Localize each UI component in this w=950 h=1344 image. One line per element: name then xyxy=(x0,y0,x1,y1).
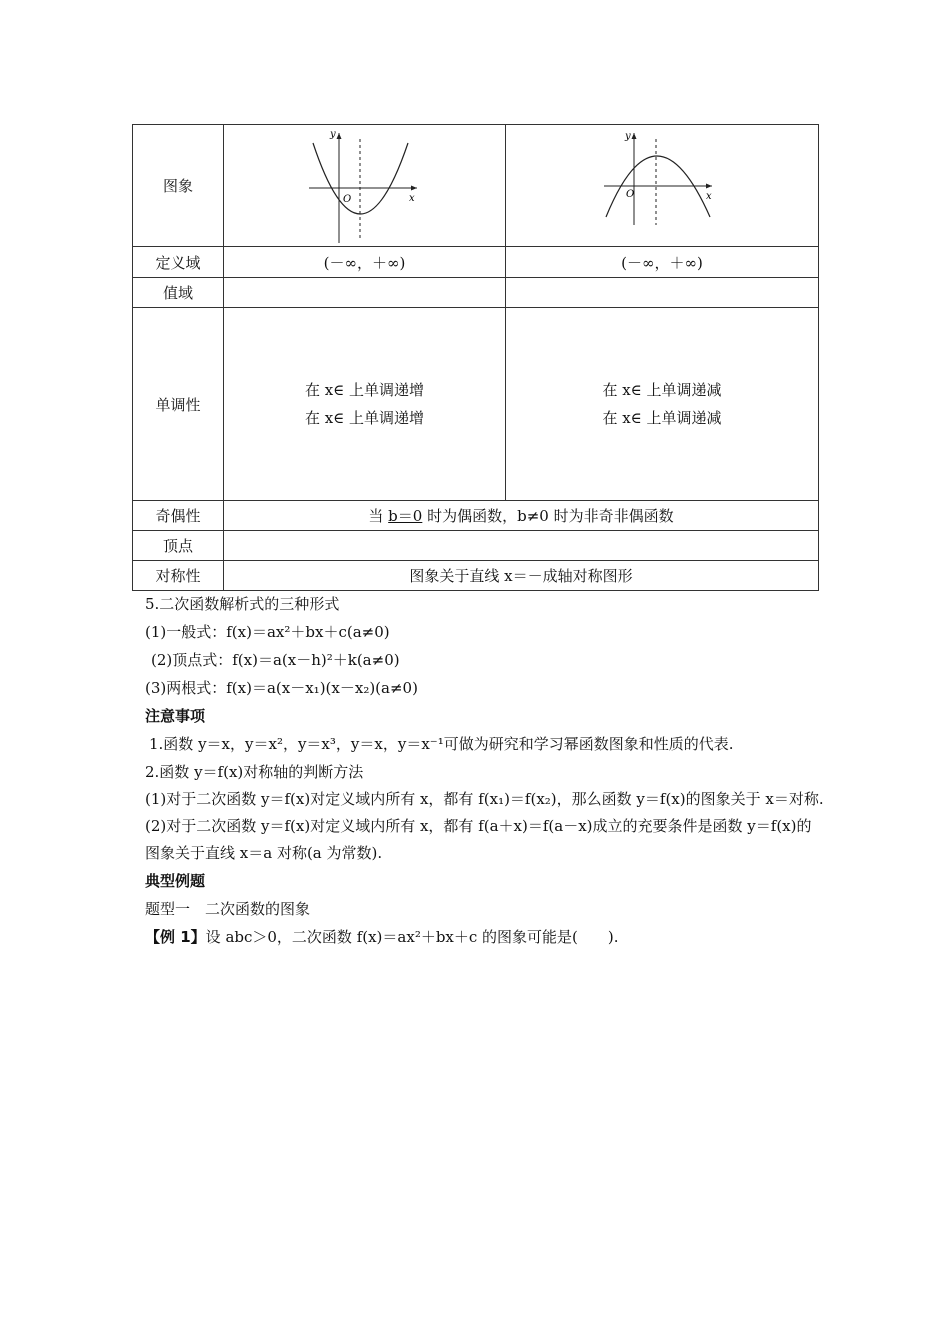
graph-x-label: x xyxy=(408,193,415,204)
row-domain xyxy=(133,247,819,278)
row-graph xyxy=(133,125,819,247)
vertex-value xyxy=(224,531,819,561)
label-parity: 奇偶性 xyxy=(133,501,224,531)
mono-right-1: 在 x∈ 上单调递减 xyxy=(602,381,722,399)
graph-upward xyxy=(224,125,506,247)
note-2a: (1)对于二次函数 y＝f(x)对定义域内所有 x，都有 f(x₁)＝f(x₂)，那么函数 y＝f(x)的图象关于 x＝对称. xyxy=(145,790,824,808)
example-1-tag: 【例 1】 xyxy=(145,928,206,946)
graph-y-label: y xyxy=(329,129,336,140)
example-1 xyxy=(145,923,825,951)
parity-cond: b＝0 xyxy=(388,507,423,525)
mono-left xyxy=(224,308,506,501)
graph2-y-label: y xyxy=(625,131,631,142)
note-2b: (2)对于二次函数 y＝f(x)对定义域内所有 x，都有 f(a＋x)＝f(a－x)成立的充要条件是函数 y＝f(x)的图象关于直线 x＝a 对称(a 为常数). xyxy=(145,817,812,862)
examples-heading: 典型例题 xyxy=(145,872,206,890)
symmetry-text: 图象关于直线 x＝－成轴对称图形 xyxy=(224,561,819,591)
mono-left-2: 在 x∈ 上单调递增 xyxy=(304,409,425,427)
row-symmetry xyxy=(133,561,819,591)
domain-left: (－∞，＋∞) xyxy=(224,247,506,278)
parity-pre: 当 xyxy=(368,507,389,525)
example-1-body: 设 abc＞0，二次函数 f(x)＝ax²＋bx＋c 的图象可能是( ). xyxy=(205,928,619,946)
label-graph: 图象 xyxy=(133,125,224,247)
row-range xyxy=(133,278,819,308)
upward-parabola-graph xyxy=(305,125,425,246)
row-parity xyxy=(133,501,819,531)
form-vertex: (2)顶点式：f(x)＝a(x－h)²＋k(a≠0) xyxy=(151,651,400,669)
row-monotonicity xyxy=(133,308,819,501)
mono-left-1: 在 x∈ 上单调递增 xyxy=(304,381,425,399)
graph-downward xyxy=(506,125,819,247)
form-general: (1)一般式：f(x)＝ax²＋bx＋c(a≠0) xyxy=(145,623,390,641)
document-body xyxy=(145,590,825,951)
type-1-heading: 题型一 二次函数的图象 xyxy=(145,900,311,918)
parity-post: 时为偶函数，b≠0 时为非奇非偶函数 xyxy=(422,507,674,525)
graph2-origin-label: O xyxy=(626,189,635,200)
parity-text xyxy=(224,501,819,531)
range-right xyxy=(506,278,819,308)
label-monotonicity: 单调性 xyxy=(133,308,224,501)
graph-origin-label: O xyxy=(342,194,351,205)
label-domain: 定义域 xyxy=(133,247,224,278)
forms-title: 5.二次函数解析式的三种形式 xyxy=(145,595,340,613)
notes-heading: 注意事项 xyxy=(145,707,206,725)
downward-parabola-graph xyxy=(602,125,722,246)
domain-right: (－∞，＋∞) xyxy=(506,247,819,278)
label-range: 值域 xyxy=(133,278,224,308)
mono-right xyxy=(506,308,819,501)
mono-right-2: 在 x∈ 上单调递减 xyxy=(602,409,722,427)
note-1: 1.函数 y＝x，y＝x²，y＝x³，y＝x，y＝x⁻¹可做为研究和学习幂函数图象和性质的代表. xyxy=(149,735,734,753)
quadratic-properties-table xyxy=(132,124,819,591)
row-vertex xyxy=(133,531,819,561)
range-left xyxy=(224,278,506,308)
note-2: 2.函数 y＝f(x)对称轴的判断方法 xyxy=(145,763,364,781)
form-roots: (3)两根式：f(x)＝a(x－x₁)(x－x₂)(a≠0) xyxy=(145,679,418,697)
label-symmetry: 对称性 xyxy=(133,561,224,591)
label-vertex: 顶点 xyxy=(133,531,224,561)
graph2-x-label: x xyxy=(706,191,712,202)
